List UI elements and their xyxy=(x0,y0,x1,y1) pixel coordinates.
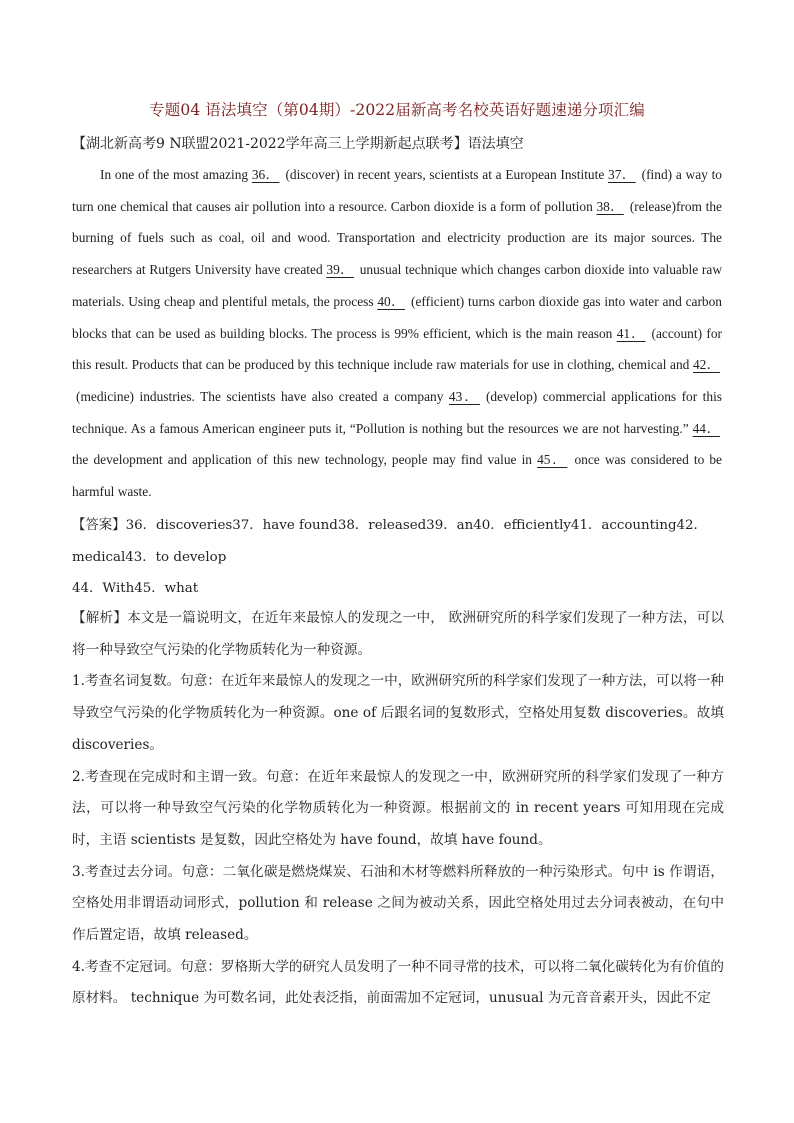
hint-37: (find) xyxy=(641,167,673,182)
analysis-item-2: 2.考查现在完成时和主谓一致。句意：在近年来最惊人的发现之一中，欧洲研究所的科学家们发现了一种方法，可以将一种导致空气污染的化学物质转化为一种资源。根据前文的 in recent years 可知用现在完成时，主语 scientists 是复数，因此空格处为 have found，故填 have found。 xyxy=(72,768,724,848)
cloze-passage xyxy=(72,159,722,508)
blank-40: 40． xyxy=(377,293,405,309)
passage-paragraph: In one of the most amazing 36． (discover) in recent years, scientists at a European Institute 37． (find) a way to turn one chemical that causes air pollution into a resource. Carbon dioxide is a form of pollution 38． (release)from the burning of fuels such as coal, oil and wood. Transportation and electricity production are its major sources. The researchers at Rutgers University have created 39． unusual technique which changes carbon dioxide into valuable raw materials. Using cheap and plentiful metals, the process 40． (efficient) turns carbon dioxide gas into water and carbon blocks that can be used as building blocks. The process is 99% efficient, which is the main reason 41． (account) for this result. Products that can be produced by this technique include raw materials for use in clothing, chemical and 42．(medicine) industries. The scientists have also created a company 43． (develop) commercial applications for this technique. As a famous American engineer puts it, “Pollution is nothing but the resources we are not harvesting.” 44． the development and application of this new technology, people may find value in 45． once was considered to be harmful waste. xyxy=(72,167,723,500)
blank-42: 42． xyxy=(692,357,721,373)
hint-38: (release) xyxy=(629,198,676,214)
analysis-label: 【解析】 xyxy=(72,610,128,626)
blank-45: 45． xyxy=(537,452,568,468)
blank-39: 39． xyxy=(326,262,354,278)
hint-41: (account) xyxy=(651,325,703,341)
hint-43: (develop) xyxy=(485,388,538,404)
page-title: 专题04 语法填空（第04期）-2022届新高考名校英语好题速递分项汇编 xyxy=(149,101,645,119)
answer-line xyxy=(72,510,722,573)
blank-37: 37． xyxy=(608,167,636,182)
analysis-section xyxy=(72,603,724,1015)
exam-source: 【湖北新高考9 N联盟2021-2022学年高三上学期新起点联考】语法填空 xyxy=(72,136,524,152)
blank-38: 38． xyxy=(596,198,624,214)
blank-41: 41． xyxy=(616,325,646,341)
analysis-item-1: 1.考查名词复数。句意：在近年来最惊人的发现之一中，欧洲研究所的科学家们发现了一种方法，可以将一种导致空气污染的化学物质转化为一种资源。one of 后跟名词的复数形式，空格处用复数 discoveries。故填 discoveries。 xyxy=(72,673,724,753)
answer-section xyxy=(72,510,722,605)
answer-label: 【答案】 xyxy=(72,518,126,533)
blank-36: 36． xyxy=(251,167,280,182)
answer-line: 44．With45．what xyxy=(72,581,199,597)
analysis-intro: 【解析】本文是一篇说明文，在近年来最惊人的发现之一中， 欧洲研究所的科学家们发现了一种方法，可以将一种导致空气污染的化学物质转化为一种资源。 xyxy=(72,610,724,658)
hint-40: (efficient) xyxy=(410,293,465,309)
analysis-item-3: 3.考查过去分词。句意：二氧化碳是燃烧煤炭、石油和木材等燃料所释放的一种污染形式。句中 is 作谓语，空格处用非谓语动词形式，pollution 和 release 之间为被动关系，因此空格处用过去分词表被动，在句中作后置定语，故填 released。 xyxy=(72,863,724,944)
blank-44: 44． xyxy=(692,420,721,436)
hint-42: (medicine) xyxy=(76,388,134,404)
answer-text: 36．discoveries37．have found38．released39．an40．efficiently41．accounting42．medical43．to develop xyxy=(72,518,707,565)
blank-43: 43． xyxy=(448,388,480,404)
hint-36: (discover) xyxy=(285,167,340,182)
analysis-item-4: 4.考查不定冠词。句意：罗格斯大学的研究人员发明了一种不同寻常的技术，可以将二氧化碳转化为有价值的原材料。 technique 为可数名词，此处表泛指，前面需加不定冠词，unusual 为元音音素开头，因此不定 xyxy=(72,958,724,1007)
